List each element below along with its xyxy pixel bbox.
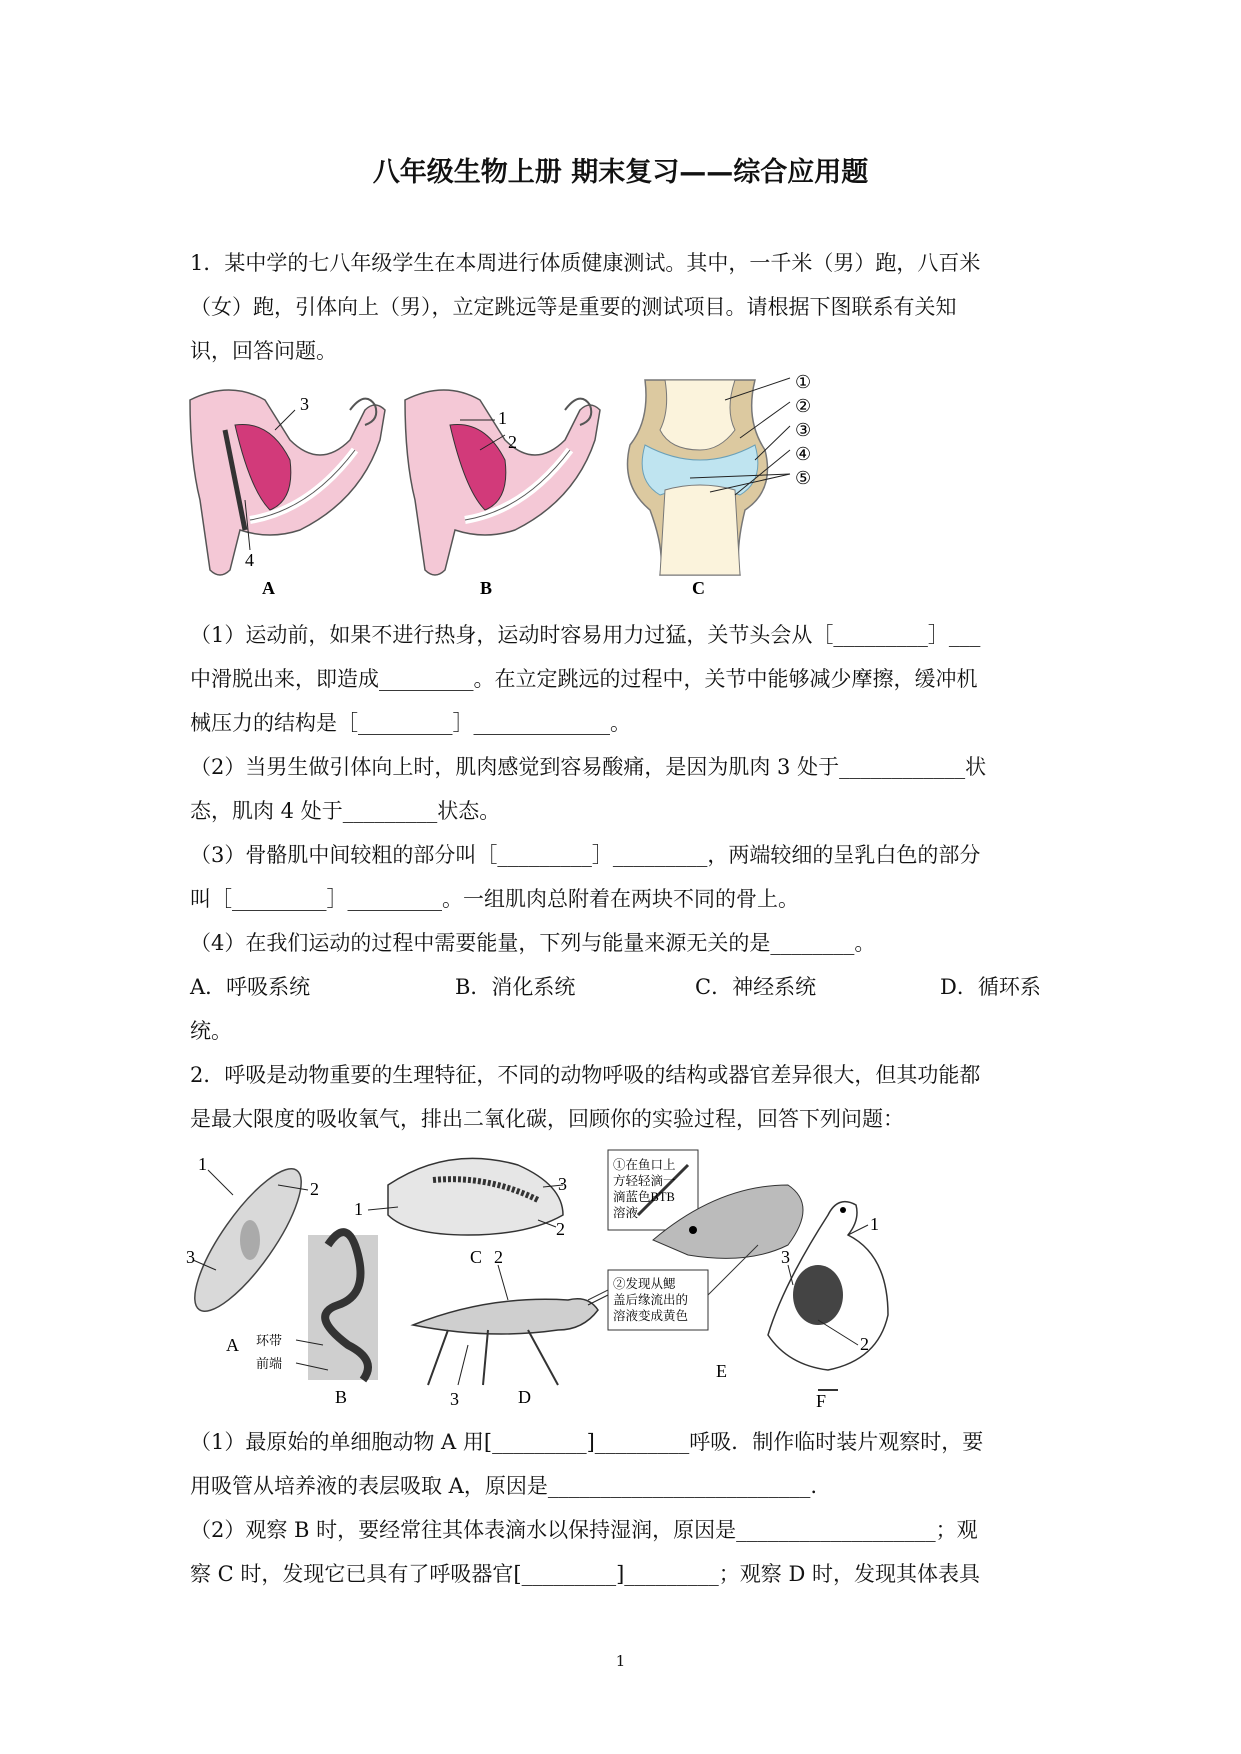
caption-e: E: [716, 1361, 727, 1381]
joint-label-3: ③: [795, 420, 812, 440]
joint-label-1: ①: [795, 372, 812, 392]
joint-c-caption: C: [692, 578, 705, 598]
q1-sub1-line-3: 械压力的结构是［_________］_____________。: [190, 711, 631, 735]
e-box1-line-1: ①在鱼口上: [613, 1158, 676, 1172]
e-box1-line-2: 方轻轻滴一: [613, 1174, 676, 1188]
q1-line-3: 识，回答问题。: [190, 339, 337, 363]
arm-a-illustration: [190, 390, 385, 575]
paramecium-a-illustration: [178, 1155, 318, 1324]
q2-sub2-line-2: 察 C 时，发现它已具有了呼吸器官[_________]_________；观察 D 时，发现其体表具: [190, 1562, 980, 1586]
e-box2-line-1: ②发现从鳃: [613, 1277, 676, 1291]
option-a: A．呼吸系统: [190, 975, 311, 999]
c-label-2: 2: [556, 1219, 565, 1239]
q2-line-1: 2．呼吸是动物重要的生理特征，不同的动物呼吸的结构或器官差异很大，但其功能都: [190, 1063, 981, 1087]
q1-sub3-line-1: （3）骨骼肌中间较粗的部分叫［_________］_________，两端较细的呈乳白色的部分: [190, 843, 981, 867]
q2-figure-animals: [188, 1145, 968, 1410]
b-label-qianduan: 前端: [256, 1356, 283, 1371]
arm-b-label-2: 2: [508, 432, 517, 452]
q1-sub1-line-1: （1）运动前，如果不进行热身，运动时容易用力过猛，关节头会从［_________］___: [190, 623, 981, 647]
q1-line-1: 1．某中学的七八年级学生在本周进行体质健康测试。其中，一千米（男）跑，八百米: [190, 251, 981, 275]
arm-b-label-1: 1: [498, 408, 507, 428]
q1-sub3-line-2: 叫［_________］_________。一组肌肉总附着在两块不同的骨上。: [190, 887, 799, 911]
c-label-3: 3: [558, 1174, 567, 1194]
q2-line-2: 是最大限度的吸收氧气，排出二氧化碳，回顾你的实验过程，回答下列问题：: [190, 1107, 904, 1131]
joint-label-2: ②: [795, 396, 812, 416]
b-label-huandai: 环带: [256, 1333, 283, 1348]
caption-f: F: [816, 1391, 827, 1411]
e-box2-line-3: 溶液变成黄色: [613, 1309, 689, 1323]
q1-sub1-line-2: 中滑脱出来，即造成_________。在立定跳远的过程中，关节中能够减少摩擦，缓冲机: [190, 667, 978, 691]
q2-sub2-line-1: （2）观察 B 时，要经常往其体表滴水以保持湿润，原因是___________________；观: [190, 1518, 978, 1542]
option-d: D．循环系: [940, 975, 1041, 999]
arm-a-label-4: 4: [245, 550, 254, 570]
c-label-1: 1: [354, 1199, 363, 1219]
document-title: 八年级生物上册 期末复习——综合应用题: [372, 157, 869, 188]
earthworm-b-illustration: [296, 1232, 378, 1380]
caption-b: B: [335, 1387, 348, 1407]
f-label-3: 3: [781, 1247, 790, 1267]
caption-a: A: [226, 1335, 239, 1355]
caption-c: C: [470, 1247, 483, 1267]
option-b: B．消化系统: [455, 975, 576, 999]
d-label-2: 2: [494, 1247, 503, 1267]
f-label-1: 1: [870, 1214, 879, 1234]
f-label-2: 2: [860, 1334, 869, 1354]
a-label-3: 3: [186, 1247, 195, 1267]
arm-b-caption: B: [480, 578, 493, 598]
q1-sub4-line-1: （4）在我们运动的过程中需要能量，下列与能量来源无关的是________。: [190, 931, 876, 955]
q2-sub1-line-1: （1）最原始的单细胞动物 A 用[_________]_________呼吸．制作临时装片观察时，要: [190, 1430, 984, 1454]
joint-c-illustration: [628, 378, 791, 575]
q2-sub1-line-2: 用吸管从培养液的表层吸取 A，原因是_________________________.: [190, 1474, 818, 1498]
d-label-3: 3: [450, 1389, 459, 1409]
joint-label-5: ⑤: [795, 468, 812, 488]
grasshopper-d-illustration: [413, 1265, 638, 1385]
option-c: C．神经系统: [695, 975, 817, 999]
e-box1-line-3: 滴蓝色BTB: [613, 1190, 675, 1204]
option-d-continued: 统。: [190, 1019, 232, 1043]
a-label-2: 2: [310, 1179, 319, 1199]
q1-line-2: （女）跑，引体向上（男），立定跳远等是重要的测试项目。请根据下图联系有关知: [190, 295, 957, 319]
page-number: 1: [615, 1652, 626, 1670]
q1-figure-arm-joint: [190, 372, 830, 600]
a-label-1: 1: [198, 1154, 207, 1174]
e-box2-line-2: 盖后缘流出的: [613, 1293, 689, 1307]
q1-sub2-line-1: （2）当男生做引体向上时，肌肉感觉到容易酸痛，是因为肌肉 3 处于____________状: [190, 755, 987, 779]
arm-a-label-3: 3: [300, 394, 309, 414]
joint-label-4: ④: [795, 444, 812, 464]
e-box1-line-4: 溶液: [613, 1206, 639, 1220]
q1-sub2-line-2: 态，肌肉 4 处于_________状态。: [190, 799, 501, 823]
arm-a-caption: A: [262, 578, 275, 598]
clam-c-illustration: [368, 1158, 563, 1235]
caption-d: D: [518, 1387, 531, 1407]
